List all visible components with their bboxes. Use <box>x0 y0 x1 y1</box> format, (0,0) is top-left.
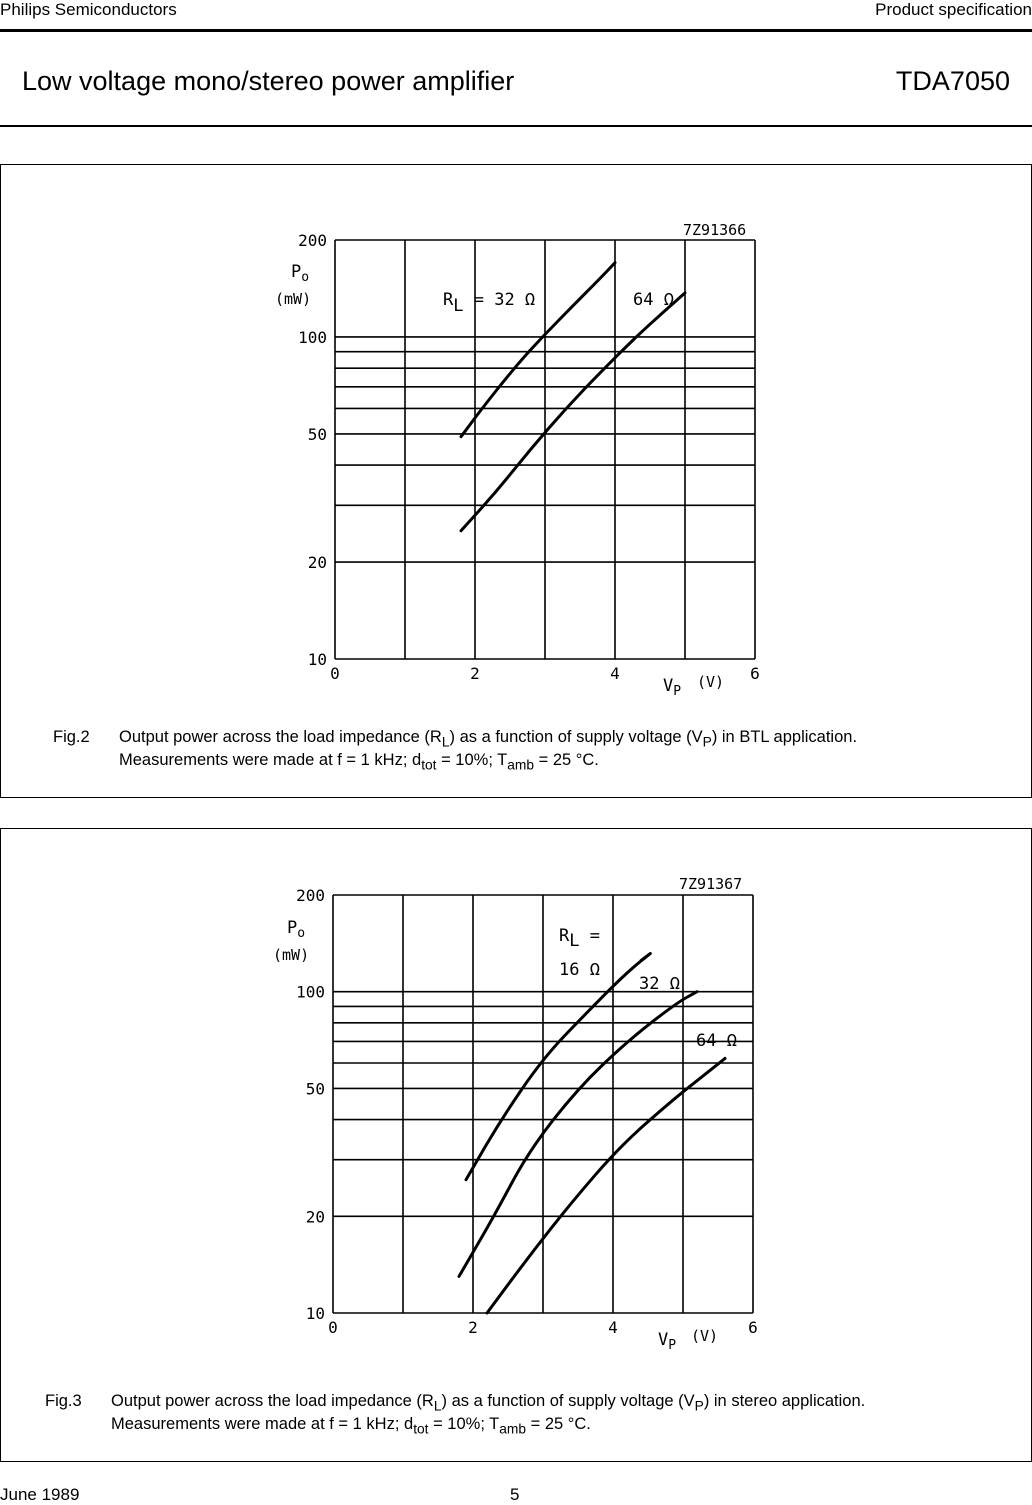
y-axis-label: $P_o$ <box>291 262 310 285</box>
x-axis-unit: (V) <box>697 673 725 691</box>
y-axis-label: $P_o$ <box>287 918 306 941</box>
caption-line-2: Measurements were made at f = 1 kHz; $d_{tot} = 10\%$; $T_{amb} = 25$ °C. <box>119 751 599 773</box>
figure-3 <box>0 828 1032 1462</box>
y-tick-label: 20 <box>307 553 327 573</box>
y-tick-label: 50 <box>307 424 327 444</box>
y-tick-label: 50 <box>305 1079 325 1099</box>
header-doc-type: Product specification <box>875 0 1032 19</box>
header-rule <box>0 29 1032 32</box>
curve-label-64-ohm: 64 Ω <box>696 1031 737 1051</box>
page-number: 5 <box>510 1485 520 1504</box>
figure-3-caption <box>45 1390 1015 1440</box>
y-tick-label: 20 <box>305 1207 325 1227</box>
curve-label-16-ohm: RL = <box>559 926 600 951</box>
title-rule <box>0 125 1032 127</box>
curve-label-16-ohm-value: 16 Ω <box>559 960 600 980</box>
x-tick-label: 0 <box>330 664 340 683</box>
figure-number: Fig.3 <box>45 1392 82 1410</box>
page-title: Low voltage mono/stereo power amplifier <box>22 66 515 96</box>
x-tick-label: 4 <box>608 1318 618 1337</box>
caption-line-1: Output power across the load impedance $(R_L)$ as a function of supply voltage $(V_P)$ in BTL application. <box>119 728 858 750</box>
curve-label-32-ohm: RL = 32 Ω <box>443 290 536 316</box>
header-company: Philips Semiconductors <box>0 0 177 19</box>
x-tick-label: 6 <box>750 664 760 683</box>
caption-line-1: Output power across the load impedance $(R_L)$ as a function of supply voltage $(V_P)$ in stereo application. <box>111 1392 866 1414</box>
y-axis-unit: (mW) <box>273 946 310 964</box>
figure-code: 7Z91366 <box>683 221 747 239</box>
x-tick-label: 6 <box>748 1318 758 1337</box>
x-tick-label: 2 <box>470 664 480 683</box>
curve-series-1 <box>459 992 697 1277</box>
y-tick-label: 100 <box>298 327 327 347</box>
curve-series-0 <box>461 263 615 437</box>
curve-series-2 <box>487 1058 725 1313</box>
footer-date: June 1989 <box>0 1485 80 1504</box>
curve-label-32-ohm: 32 Ω <box>639 974 680 994</box>
y-axis-unit: (mW) <box>275 290 312 308</box>
x-tick-label: 0 <box>328 1318 338 1337</box>
y-tick-label: 200 <box>296 886 325 905</box>
x-tick-label: 2 <box>468 1318 478 1337</box>
y-tick-label: 10 <box>307 650 327 669</box>
figure-2-chart <box>1 165 1031 797</box>
x-axis-unit: (V) <box>691 1327 719 1345</box>
part-number: TDA7050 <box>895 66 1010 96</box>
y-tick-label: 200 <box>298 231 327 250</box>
curve-series-1 <box>461 293 685 531</box>
x-axis-label: $V_P$ <box>658 1330 677 1353</box>
x-axis-label: $V_P$ <box>663 676 682 699</box>
y-tick-label: 100 <box>296 982 325 1002</box>
y-tick-label: 10 <box>305 1304 325 1323</box>
figure-3-chart <box>1 829 1031 1461</box>
figure-2-caption <box>53 726 1013 776</box>
curve-label-64-ohm: 64 Ω <box>633 290 674 310</box>
caption-line-2: Measurements were made at f = 1 kHz; $d_{tot} = 10\%$; $T_{amb} = 25$ °C. <box>111 1415 591 1437</box>
x-tick-label: 4 <box>610 664 620 683</box>
figure-code: 7Z91367 <box>679 875 743 893</box>
figure-2 <box>0 164 1032 798</box>
figure-number: Fig.2 <box>53 728 90 746</box>
